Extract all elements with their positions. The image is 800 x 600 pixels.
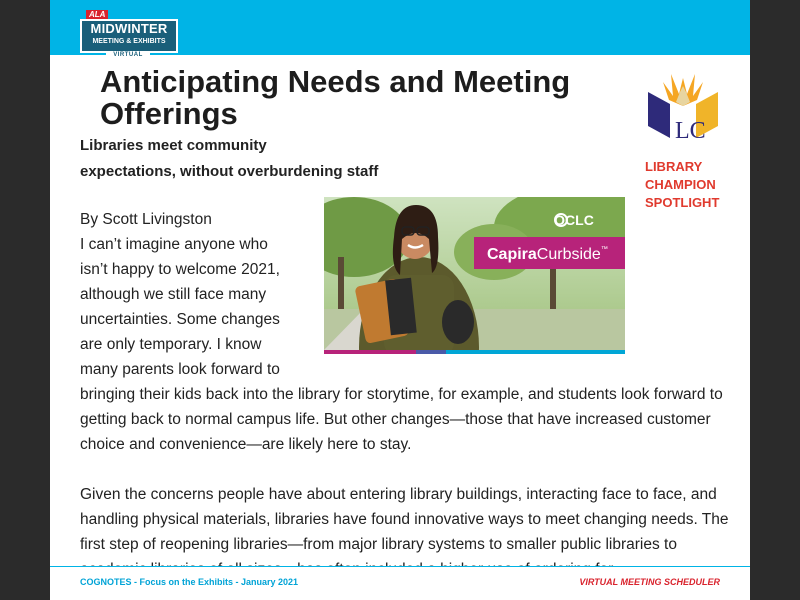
footer-section: VIRTUAL MEETING SCHEDULER (579, 577, 720, 587)
subtitle-line-2: expectations, without overburdening staff (80, 163, 379, 180)
body-paragraph-2: Given the concerns people have about entering library buildings, interacting face to face, and handling physical materials, libraries have found innovative ways to meet changing needs. The first step of reopening libraries—from major library systems to smaller public libraries to (80, 486, 729, 553)
intro-paragraph: I can’t imagine anyone who isn’t happy to welcome 2021, although we still face many uncertainties. Some changes are only temporary. I know many parents look forward to (80, 236, 280, 378)
logo-midwinter-text: MIDWINTER (90, 21, 168, 36)
byline: By Scott Livingston (80, 211, 212, 228)
brand-curbside: Curbside (536, 246, 601, 263)
capira-curbside-photo (324, 197, 625, 354)
brand-tm: ™ (600, 246, 608, 253)
library-champion-logo (646, 72, 720, 144)
article-subtitle (80, 133, 410, 185)
library-champion-spotlight: LIBRARY CHAMPION SPOTLIGHT (645, 159, 720, 210)
lc-letters: LC (675, 118, 706, 144)
footer-publication: COGNOTES - Focus on the Exhibits - January 2021 (80, 577, 299, 587)
intro-paragraph-continuation: bringing their kids back into the library for storytime, for example, and students look forward to getting back to normal campus life. But other changes—those that have increased customer choice and convenience—are likely here to stay. (80, 386, 723, 453)
page-footer (50, 566, 750, 600)
logo-virtual-text: VIRTUAL (106, 51, 150, 60)
subtitle-line-1: Libraries meet community (80, 137, 267, 154)
midwinter-logo (80, 10, 178, 60)
svg-text:CapiraCurbside™ (487, 246, 608, 263)
brand-capira: Capira (487, 246, 537, 263)
article-title: Anticipating Needs and Meeting Offerings (100, 64, 571, 131)
oclc-label: OCLC (554, 212, 594, 228)
logo-meeting-text: MEETING & EXHIBITS (92, 38, 166, 45)
ala-badge: ALA (86, 10, 108, 20)
magazine-page (50, 0, 750, 600)
